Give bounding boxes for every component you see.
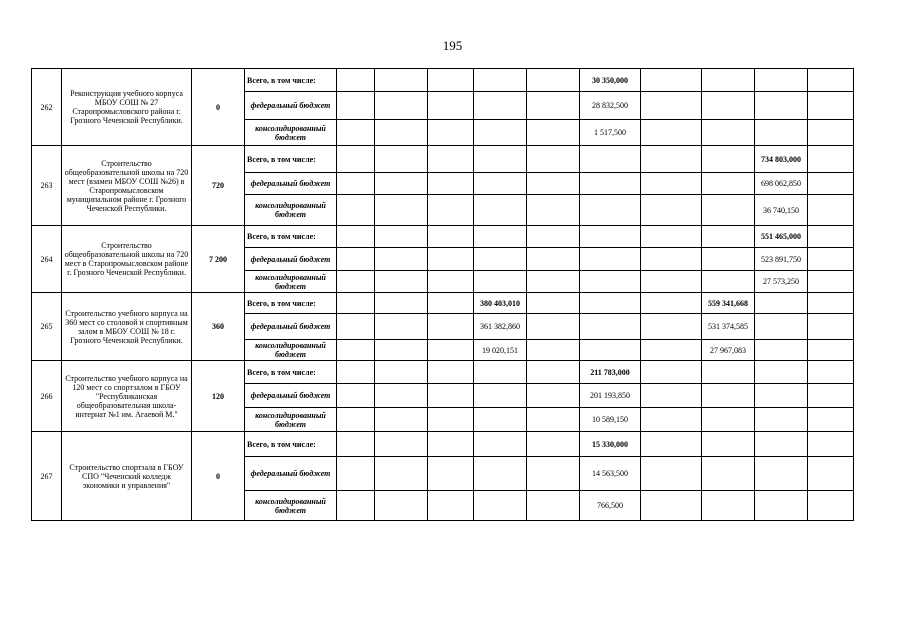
capacity: 0 xyxy=(192,432,245,521)
value-cell xyxy=(375,120,428,146)
row-type-total: Всего, в том числе: xyxy=(245,432,337,457)
budget-table xyxy=(31,68,854,521)
value-cell xyxy=(702,408,755,432)
value-cell xyxy=(702,361,755,384)
value-cell xyxy=(641,340,702,361)
value-cell xyxy=(755,69,808,92)
value-cell xyxy=(337,120,375,146)
value-cell xyxy=(375,314,428,340)
value-cell xyxy=(808,408,854,432)
value-cell xyxy=(474,226,527,248)
row-number: 262 xyxy=(32,69,62,146)
capacity: 0 xyxy=(192,69,245,146)
value-cell xyxy=(755,408,808,432)
value-cell xyxy=(375,92,428,120)
value-cell: 27 573,250 xyxy=(755,271,808,293)
row-type-consolidated: консолидированный бюджет xyxy=(245,195,337,226)
value-cell xyxy=(474,408,527,432)
value-cell xyxy=(808,248,854,271)
value-cell xyxy=(375,173,428,195)
value-cell xyxy=(527,173,580,195)
value-cell xyxy=(527,314,580,340)
value-cell xyxy=(527,146,580,173)
table-row xyxy=(32,226,854,248)
value-cell xyxy=(474,457,527,491)
value-cell xyxy=(702,271,755,293)
value-cell xyxy=(527,248,580,271)
value-cell xyxy=(641,195,702,226)
value-cell: 523 891,750 xyxy=(755,248,808,271)
value-cell xyxy=(375,361,428,384)
value-cell xyxy=(808,491,854,521)
value-cell xyxy=(755,92,808,120)
value-cell xyxy=(428,384,474,408)
value-cell xyxy=(428,314,474,340)
row-type-federal: федеральный бюджет xyxy=(245,314,337,340)
value-cell: 36 740,150 xyxy=(755,195,808,226)
value-cell xyxy=(755,384,808,408)
value-cell xyxy=(474,173,527,195)
value-cell xyxy=(428,195,474,226)
value-cell: 19 020,151 xyxy=(474,340,527,361)
value-cell: 15 330,000 xyxy=(580,432,641,457)
value-cell xyxy=(337,226,375,248)
row-number: 267 xyxy=(32,432,62,521)
row-number: 266 xyxy=(32,361,62,432)
value-cell xyxy=(641,120,702,146)
value-cell: 27 967,083 xyxy=(702,340,755,361)
value-cell xyxy=(375,491,428,521)
value-cell: 201 193,850 xyxy=(580,384,641,408)
value-cell xyxy=(808,120,854,146)
project-name: Строительство спортзала в ГБОУ СПО "Чеченский колледж экономики и управления" xyxy=(62,432,192,521)
value-cell xyxy=(702,92,755,120)
value-cell xyxy=(428,408,474,432)
value-cell xyxy=(337,293,375,314)
value-cell: 14 563,500 xyxy=(580,457,641,491)
value-cell xyxy=(375,271,428,293)
table-body xyxy=(32,69,854,521)
capacity: 720 xyxy=(192,146,245,226)
value-cell xyxy=(337,195,375,226)
value-cell xyxy=(702,491,755,521)
value-cell xyxy=(527,408,580,432)
value-cell xyxy=(527,271,580,293)
value-cell xyxy=(474,146,527,173)
row-type-consolidated: консолидированный бюджет xyxy=(245,120,337,146)
value-cell xyxy=(474,432,527,457)
capacity: 7 200 xyxy=(192,226,245,293)
value-cell xyxy=(337,491,375,521)
value-cell xyxy=(580,293,641,314)
value-cell xyxy=(527,432,580,457)
value-cell xyxy=(641,314,702,340)
value-cell xyxy=(428,361,474,384)
value-cell xyxy=(428,293,474,314)
row-type-consolidated: консолидированный бюджет xyxy=(245,340,337,361)
row-type-total: Всего, в том числе: xyxy=(245,226,337,248)
value-cell xyxy=(428,491,474,521)
value-cell xyxy=(702,120,755,146)
value-cell: 361 382,860 xyxy=(474,314,527,340)
value-cell xyxy=(428,146,474,173)
value-cell xyxy=(474,271,527,293)
value-cell xyxy=(337,146,375,173)
value-cell xyxy=(808,226,854,248)
table-row xyxy=(32,146,854,173)
value-cell: 698 062,850 xyxy=(755,173,808,195)
value-cell xyxy=(337,314,375,340)
value-cell xyxy=(428,120,474,146)
value-cell: 211 783,000 xyxy=(580,361,641,384)
table-row xyxy=(32,69,854,92)
value-cell xyxy=(808,92,854,120)
value-cell xyxy=(337,408,375,432)
table-row xyxy=(32,432,854,457)
value-cell xyxy=(527,120,580,146)
value-cell xyxy=(337,69,375,92)
value-cell xyxy=(641,248,702,271)
value-cell xyxy=(702,146,755,173)
value-cell xyxy=(641,491,702,521)
value-cell xyxy=(474,69,527,92)
value-cell xyxy=(375,226,428,248)
value-cell xyxy=(337,384,375,408)
project-name: Строительство общеобразовательной школы на 720 мест (взамен МБОУ СОШ №26) в Старопромысловском муниципальном районе г. Грозного Чеченской Республики. xyxy=(62,146,192,226)
value-cell xyxy=(755,314,808,340)
value-cell xyxy=(641,173,702,195)
value-cell xyxy=(641,226,702,248)
value-cell xyxy=(337,92,375,120)
value-cell xyxy=(428,248,474,271)
value-cell xyxy=(580,248,641,271)
value-cell: 531 374,585 xyxy=(702,314,755,340)
value-cell xyxy=(474,384,527,408)
value-cell xyxy=(474,491,527,521)
value-cell xyxy=(808,293,854,314)
value-cell xyxy=(641,92,702,120)
value-cell xyxy=(527,384,580,408)
value-cell xyxy=(428,173,474,195)
value-cell xyxy=(580,271,641,293)
table-row xyxy=(32,361,854,384)
value-cell xyxy=(702,384,755,408)
value-cell: 734 803,000 xyxy=(755,146,808,173)
value-cell xyxy=(375,384,428,408)
value-cell xyxy=(474,120,527,146)
value-cell xyxy=(375,432,428,457)
value-cell xyxy=(527,69,580,92)
row-type-total: Всего, в том числе: xyxy=(245,293,337,314)
value-cell xyxy=(808,457,854,491)
value-cell xyxy=(580,173,641,195)
value-cell xyxy=(641,293,702,314)
project-name: Реконструкция учебного корпуса МБОУ СОШ № 27 Старопромысловского района г. Грозного Чеченской Республики. xyxy=(62,69,192,146)
value-cell xyxy=(702,226,755,248)
value-cell xyxy=(375,146,428,173)
value-cell xyxy=(641,408,702,432)
value-cell xyxy=(337,271,375,293)
value-cell xyxy=(702,173,755,195)
value-cell xyxy=(527,226,580,248)
value-cell xyxy=(527,361,580,384)
value-cell xyxy=(755,340,808,361)
value-cell xyxy=(474,92,527,120)
value-cell xyxy=(641,271,702,293)
row-number: 265 xyxy=(32,293,62,361)
value-cell xyxy=(337,340,375,361)
value-cell: 559 341,668 xyxy=(702,293,755,314)
value-cell xyxy=(808,195,854,226)
table-row xyxy=(32,293,854,314)
value-cell xyxy=(428,69,474,92)
row-type-total: Всего, в том числе: xyxy=(245,69,337,92)
value-cell xyxy=(755,491,808,521)
value-cell xyxy=(527,491,580,521)
row-number: 264 xyxy=(32,226,62,293)
value-cell xyxy=(337,457,375,491)
project-name: Строительство учебного корпуса на 120 мест со спортзалом в ГБОУ "Республиканская общеобразовательная школа-интернат №1 им. Агаевой М." xyxy=(62,361,192,432)
value-cell xyxy=(641,69,702,92)
value-cell xyxy=(428,340,474,361)
row-number: 263 xyxy=(32,146,62,226)
value-cell: 30 350,000 xyxy=(580,69,641,92)
value-cell xyxy=(337,248,375,271)
value-cell xyxy=(808,173,854,195)
value-cell xyxy=(428,226,474,248)
value-cell xyxy=(428,432,474,457)
row-type-federal: федеральный бюджет xyxy=(245,248,337,271)
value-cell xyxy=(474,248,527,271)
value-cell xyxy=(808,361,854,384)
value-cell xyxy=(755,120,808,146)
value-cell xyxy=(702,195,755,226)
value-cell: 28 832,500 xyxy=(580,92,641,120)
value-cell xyxy=(702,248,755,271)
row-type-total: Всего, в том числе: xyxy=(245,361,337,384)
value-cell xyxy=(641,146,702,173)
project-name: Строительство учебного корпуса на 360 мест со столовой и спортивным залом в МБОУ СОШ № 18 г. Грозного Чеченской Республики. xyxy=(62,293,192,361)
capacity: 360 xyxy=(192,293,245,361)
value-cell xyxy=(755,293,808,314)
row-type-consolidated: консолидированный бюджет xyxy=(245,491,337,521)
value-cell xyxy=(527,293,580,314)
row-type-federal: федеральный бюджет xyxy=(245,457,337,491)
project-name: Строительство общеобразовательной школы на 720 мест в Старопромысловском районе г. Грозного Чеченской Республики. xyxy=(62,226,192,293)
row-type-total: Всего, в том числе: xyxy=(245,146,337,173)
value-cell xyxy=(337,173,375,195)
row-type-federal: федеральный бюджет xyxy=(245,384,337,408)
value-cell xyxy=(375,248,428,271)
value-cell: 551 465,000 xyxy=(755,226,808,248)
value-cell xyxy=(527,92,580,120)
value-cell xyxy=(808,146,854,173)
value-cell xyxy=(808,271,854,293)
value-cell: 10 589,150 xyxy=(580,408,641,432)
value-cell xyxy=(641,361,702,384)
value-cell xyxy=(808,340,854,361)
value-cell xyxy=(375,457,428,491)
value-cell xyxy=(641,384,702,408)
value-cell xyxy=(375,293,428,314)
value-cell xyxy=(755,361,808,384)
row-type-federal: федеральный бюджет xyxy=(245,92,337,120)
value-cell xyxy=(527,340,580,361)
row-type-consolidated: консолидированный бюджет xyxy=(245,271,337,293)
value-cell: 766,500 xyxy=(580,491,641,521)
value-cell xyxy=(702,69,755,92)
value-cell xyxy=(337,432,375,457)
value-cell xyxy=(580,195,641,226)
value-cell xyxy=(428,457,474,491)
value-cell xyxy=(641,457,702,491)
capacity: 120 xyxy=(192,361,245,432)
value-cell xyxy=(755,457,808,491)
value-cell xyxy=(808,432,854,457)
value-cell xyxy=(375,340,428,361)
value-cell xyxy=(808,69,854,92)
value-cell xyxy=(580,146,641,173)
value-cell xyxy=(375,195,428,226)
value-cell: 380 403,010 xyxy=(474,293,527,314)
value-cell xyxy=(755,432,808,457)
value-cell xyxy=(428,92,474,120)
value-cell xyxy=(428,271,474,293)
value-cell xyxy=(580,314,641,340)
row-type-consolidated: консолидированный бюджет xyxy=(245,408,337,432)
value-cell xyxy=(702,432,755,457)
value-cell xyxy=(580,226,641,248)
value-cell xyxy=(375,408,428,432)
value-cell xyxy=(641,432,702,457)
value-cell xyxy=(580,340,641,361)
value-cell xyxy=(702,457,755,491)
value-cell xyxy=(808,384,854,408)
value-cell xyxy=(527,457,580,491)
page-number: 195 xyxy=(442,38,463,53)
value-cell xyxy=(474,195,527,226)
row-type-federal: федеральный бюджет xyxy=(245,173,337,195)
value-cell xyxy=(375,69,428,92)
value-cell: 1 517,500 xyxy=(580,120,641,146)
value-cell xyxy=(808,314,854,340)
value-cell xyxy=(527,195,580,226)
value-cell xyxy=(474,361,527,384)
value-cell xyxy=(337,361,375,384)
